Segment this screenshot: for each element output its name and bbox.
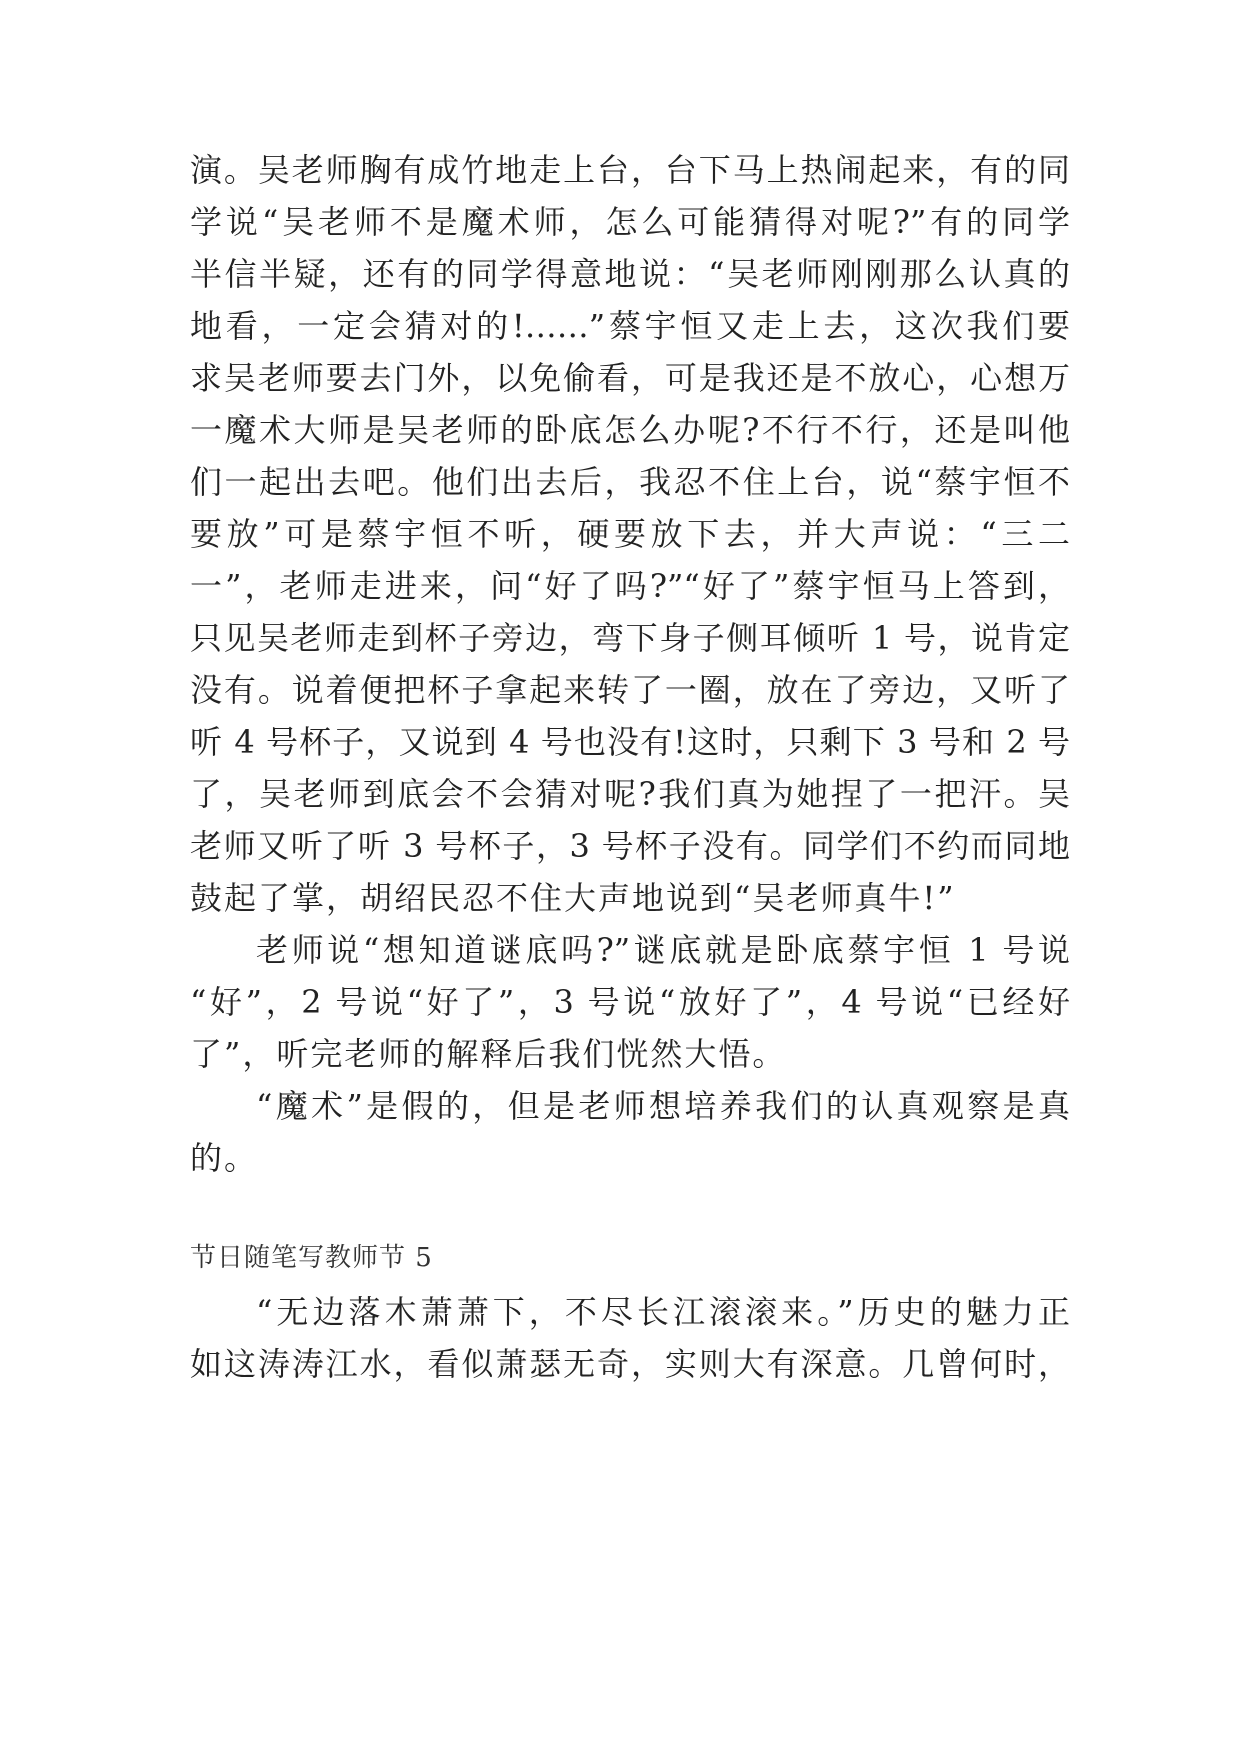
- paragraph-line: 如这涛涛江水，看似萧瑟无奇，实则大有深意。几曾何时，: [190, 1345, 1070, 1383]
- paragraph-line: 们一起出去吧。他们出去后，我忍不住上台，说“蔡宇恒不: [190, 463, 1070, 501]
- paragraph-line: 学说“吴老师不是魔术师，怎么可能猜得对呢?”有的同学: [190, 203, 1070, 241]
- paragraph-line: 地看，一定会猜对的!……”蔡宇恒又走上去，这次我们要: [190, 307, 1070, 345]
- paragraph-line: 要放”可是蔡宇恒不听，硬要放下去，并大声说：“三二: [190, 515, 1070, 553]
- paragraph-line: 求吴老师要去门外，以免偷看，可是我还是不放心，心想万: [190, 359, 1070, 397]
- paragraph-line: 一”，老师走进来，问“好了吗?”“好了”蔡宇恒马上答到，: [190, 567, 1070, 605]
- paragraph-line: 鼓起了掌，胡绍民忍不住大声地说到“吴老师真牛!”: [190, 879, 956, 917]
- paragraph-line: “魔术”是假的，但是老师想培养我们的认真观察是真: [256, 1087, 1070, 1125]
- paragraph-line: 老师又听了听 3 号杯子，3 号杯子没有。同学们不约而同地: [190, 827, 1070, 865]
- paragraph-line: 一魔术大师是吴老师的卧底怎么办呢?不行不行，还是叫他: [190, 411, 1070, 449]
- paragraph-line: “无边落木萧萧下，不尽长江滚滚来。”历史的魅力正: [256, 1293, 1070, 1331]
- paragraph-line: 半信半疑，还有的同学得意地说：“吴老师刚刚那么认真的: [190, 255, 1070, 293]
- paragraph-line: 了，吴老师到底会不会猜对呢?我们真为她捏了一把汗。吴: [190, 775, 1070, 813]
- paragraph-line: 听 4 号杯子，又说到 4 号也没有!这时，只剩下 3 号和 2 号: [190, 723, 1070, 761]
- paragraph-line: 没有。说着便把杯子拿起来转了一圈，放在了旁边，又听了: [190, 671, 1070, 709]
- section-heading: 节日随笔写教师节 5: [190, 1243, 433, 1273]
- paragraph-line: 老师说“想知道谜底吗?”谜底就是卧底蔡宇恒 1 号说: [256, 931, 1070, 969]
- paragraph-line: 了”，听完老师的解释后我们恍然大悟。: [190, 1035, 787, 1073]
- paragraph-line: 的。: [190, 1139, 259, 1177]
- paragraph-line: 演。吴老师胸有成竹地走上台，台下马上热闹起来，有的同: [190, 151, 1070, 189]
- paragraph-line: “好”，2 号说“好了”，3 号说“放好了”，4 号说“已经好: [190, 983, 1070, 1021]
- paragraph-line: 只见吴老师走到杯子旁边，弯下身子侧耳倾听 1 号，说肯定: [190, 619, 1070, 657]
